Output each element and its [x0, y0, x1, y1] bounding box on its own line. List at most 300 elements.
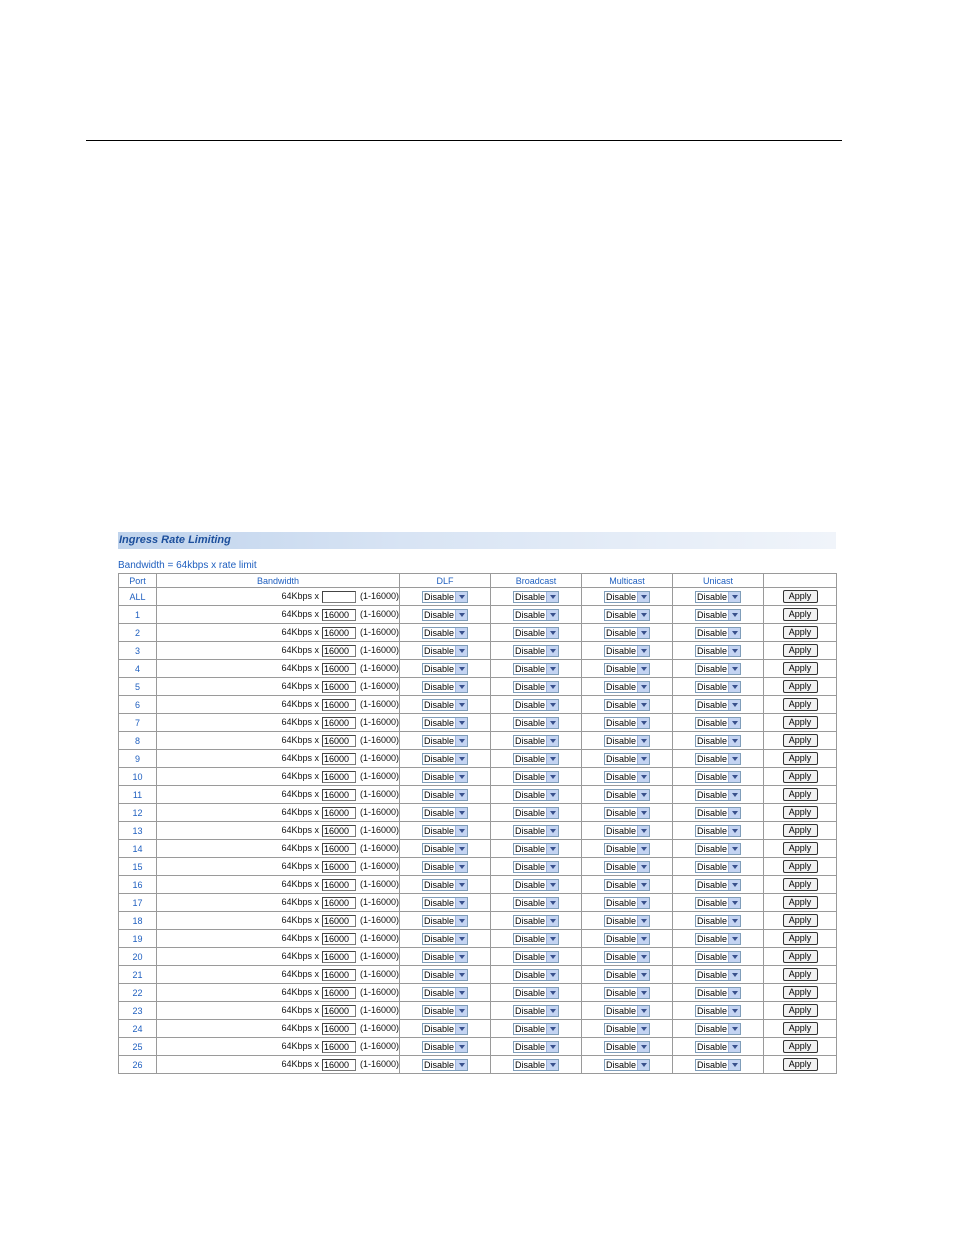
apply-button[interactable]: Apply	[783, 590, 818, 603]
chevron-down-icon[interactable]	[546, 934, 558, 944]
unicast-select[interactable]	[695, 627, 741, 639]
apply-button[interactable]: Apply	[783, 1040, 818, 1053]
apply-button[interactable]: Apply	[783, 1004, 818, 1017]
rate-limit-input[interactable]	[322, 969, 356, 981]
unicast-select[interactable]	[695, 933, 741, 945]
apply-button[interactable]: Apply	[783, 932, 818, 945]
apply-button[interactable]: Apply	[783, 644, 818, 657]
apply-button[interactable]: Apply	[783, 698, 818, 711]
broadcast-select[interactable]	[513, 663, 559, 675]
unicast-select[interactable]	[695, 699, 741, 711]
dlf-select[interactable]	[422, 825, 468, 837]
multicast-select[interactable]	[604, 1005, 650, 1017]
unicast-select-value: Disable	[697, 825, 728, 836]
chevron-down-icon[interactable]	[546, 844, 558, 854]
chevron-down-icon[interactable]	[728, 934, 740, 944]
chevron-down-icon[interactable]	[546, 718, 558, 728]
dlf-select-value: Disable	[424, 987, 455, 998]
dlf-select[interactable]	[422, 933, 468, 945]
apply-button[interactable]: Apply	[783, 842, 818, 855]
chevron-down-icon[interactable]	[728, 1042, 740, 1052]
dlf-select[interactable]	[422, 861, 468, 873]
dlf-select[interactable]	[422, 699, 468, 711]
chevron-down-icon[interactable]	[455, 718, 467, 728]
broadcast-select-value: Disable	[515, 861, 546, 872]
chevron-down-icon[interactable]	[728, 646, 740, 656]
rate-limit-input[interactable]	[322, 879, 356, 891]
broadcast-select[interactable]	[513, 771, 559, 783]
apply-button[interactable]: Apply	[783, 968, 818, 981]
chevron-down-icon[interactable]	[546, 1042, 558, 1052]
chevron-down-icon[interactable]	[637, 952, 649, 962]
chevron-down-icon[interactable]	[455, 664, 467, 674]
chevron-down-icon[interactable]	[728, 592, 740, 602]
chevron-down-icon[interactable]	[546, 916, 558, 926]
apply-button[interactable]: Apply	[783, 608, 818, 621]
chevron-down-icon[interactable]	[728, 736, 740, 746]
unicast-select[interactable]	[695, 897, 741, 909]
chevron-down-icon[interactable]	[546, 988, 558, 998]
chevron-down-icon[interactable]	[637, 1060, 649, 1070]
rate-limit-input[interactable]	[322, 609, 356, 621]
dlf-select[interactable]	[422, 681, 468, 693]
rate-limit-input[interactable]	[322, 789, 356, 801]
rate-limit-input[interactable]	[322, 591, 356, 603]
chevron-down-icon[interactable]	[728, 970, 740, 980]
broadcast-select[interactable]	[513, 645, 559, 657]
chevron-down-icon[interactable]	[546, 754, 558, 764]
dlf-cell	[400, 966, 491, 984]
chevron-down-icon[interactable]	[728, 610, 740, 620]
dlf-select[interactable]	[422, 1005, 468, 1017]
broadcast-select[interactable]	[513, 1059, 559, 1071]
unicast-select[interactable]	[695, 789, 741, 801]
broadcast-select[interactable]	[513, 987, 559, 999]
unicast-select-value: Disable	[697, 1023, 728, 1034]
dlf-select[interactable]	[422, 771, 468, 783]
multicast-cell	[582, 1002, 673, 1020]
broadcast-select[interactable]	[513, 915, 559, 927]
chevron-down-icon[interactable]	[455, 772, 467, 782]
rate-limit-input[interactable]	[322, 1041, 356, 1053]
chevron-down-icon[interactable]	[455, 1006, 467, 1016]
multicast-select[interactable]	[604, 987, 650, 999]
rate-limit-input[interactable]	[322, 1005, 356, 1017]
dlf-select[interactable]	[422, 843, 468, 855]
apply-button[interactable]: Apply	[783, 896, 818, 909]
chevron-down-icon[interactable]	[637, 808, 649, 818]
broadcast-select[interactable]	[513, 753, 559, 765]
multicast-select[interactable]	[604, 591, 650, 603]
dlf-select[interactable]	[422, 609, 468, 621]
chevron-down-icon[interactable]	[546, 862, 558, 872]
rate-limit-input[interactable]	[322, 753, 356, 765]
chevron-down-icon[interactable]	[546, 736, 558, 746]
chevron-down-icon[interactable]	[546, 664, 558, 674]
multicast-select[interactable]	[604, 663, 650, 675]
chevron-down-icon[interactable]	[546, 628, 558, 638]
unicast-select[interactable]	[695, 879, 741, 891]
dlf-select[interactable]	[422, 987, 468, 999]
unicast-select[interactable]	[695, 591, 741, 603]
multicast-select[interactable]	[604, 699, 650, 711]
chevron-down-icon[interactable]	[728, 844, 740, 854]
unicast-select[interactable]	[695, 645, 741, 657]
broadcast-cell	[491, 822, 582, 840]
chevron-down-icon[interactable]	[455, 808, 467, 818]
unicast-select[interactable]	[695, 807, 741, 819]
unicast-select[interactable]	[695, 825, 741, 837]
dlf-select[interactable]	[422, 591, 468, 603]
chevron-down-icon[interactable]	[728, 754, 740, 764]
chevron-down-icon[interactable]	[546, 1060, 558, 1070]
chevron-down-icon[interactable]	[637, 934, 649, 944]
multicast-select[interactable]	[604, 717, 650, 729]
chevron-down-icon[interactable]	[455, 754, 467, 764]
chevron-down-icon[interactable]	[455, 736, 467, 746]
apply-button[interactable]: Apply	[783, 824, 818, 837]
unicast-select[interactable]	[695, 1041, 741, 1053]
broadcast-select-value: Disable	[515, 879, 546, 890]
port-cell: 6	[119, 696, 157, 714]
multicast-cell	[582, 732, 673, 750]
chevron-down-icon[interactable]	[455, 988, 467, 998]
chevron-down-icon[interactable]	[455, 970, 467, 980]
rate-limit-input[interactable]	[322, 933, 356, 945]
rate-limit-input[interactable]	[322, 645, 356, 657]
bandwidth-column-header: Bandwidth	[157, 574, 400, 588]
multicast-select[interactable]	[604, 897, 650, 909]
chevron-down-icon[interactable]	[455, 646, 467, 656]
chevron-down-icon[interactable]	[728, 808, 740, 818]
dlf-select[interactable]	[422, 915, 468, 927]
unicast-select[interactable]	[695, 969, 741, 981]
unicast-select[interactable]	[695, 1005, 741, 1017]
multicast-select[interactable]	[604, 771, 650, 783]
chevron-down-icon[interactable]	[637, 592, 649, 602]
chevron-down-icon[interactable]	[455, 952, 467, 962]
chevron-down-icon[interactable]	[546, 610, 558, 620]
chevron-down-icon[interactable]	[546, 772, 558, 782]
bandwidth-range-label: (1-16000)	[359, 1022, 399, 1033]
chevron-down-icon[interactable]	[728, 790, 740, 800]
chevron-down-icon[interactable]	[728, 682, 740, 692]
multicast-select[interactable]	[604, 735, 650, 747]
apply-button[interactable]: Apply	[783, 914, 818, 927]
apply-button[interactable]: Apply	[783, 860, 818, 873]
chevron-down-icon[interactable]	[637, 880, 649, 890]
multicast-select[interactable]	[604, 1059, 650, 1071]
multicast-select[interactable]	[604, 951, 650, 963]
chevron-down-icon[interactable]	[728, 916, 740, 926]
rate-limit-input[interactable]	[322, 951, 356, 963]
chevron-down-icon[interactable]	[546, 1024, 558, 1034]
apply-button[interactable]: Apply	[783, 986, 818, 999]
bandwidth-range-label: (1-16000)	[359, 770, 399, 781]
rate-limit-input[interactable]	[322, 1023, 356, 1035]
dlf-select[interactable]	[422, 897, 468, 909]
chevron-down-icon[interactable]	[637, 700, 649, 710]
apply-button[interactable]: Apply	[783, 950, 818, 963]
chevron-down-icon[interactable]	[637, 1024, 649, 1034]
rate-limit-input[interactable]	[322, 825, 356, 837]
apply-button[interactable]: Apply	[783, 770, 818, 783]
chevron-down-icon[interactable]	[455, 826, 467, 836]
rate-limit-input[interactable]	[322, 771, 356, 783]
unicast-select[interactable]	[695, 735, 741, 747]
apply-button[interactable]: Apply	[783, 752, 818, 765]
chevron-down-icon[interactable]	[455, 844, 467, 854]
chevron-down-icon[interactable]	[728, 952, 740, 962]
rate-limit-input[interactable]	[322, 717, 356, 729]
chevron-down-icon[interactable]	[728, 664, 740, 674]
chevron-down-icon[interactable]	[455, 790, 467, 800]
broadcast-select[interactable]	[513, 879, 559, 891]
chevron-down-icon[interactable]	[637, 628, 649, 638]
dlf-select[interactable]	[422, 951, 468, 963]
chevron-down-icon[interactable]	[637, 736, 649, 746]
chevron-down-icon[interactable]	[455, 682, 467, 692]
rate-limit-input[interactable]	[322, 699, 356, 711]
chevron-down-icon[interactable]	[728, 718, 740, 728]
chevron-down-icon[interactable]	[637, 844, 649, 854]
broadcast-select[interactable]	[513, 627, 559, 639]
rate-limit-input[interactable]	[322, 987, 356, 999]
broadcast-select[interactable]	[513, 609, 559, 621]
port-cell: 23	[119, 1002, 157, 1020]
action-cell	[764, 840, 837, 858]
multicast-select[interactable]	[604, 915, 650, 927]
apply-button[interactable]: Apply	[783, 716, 818, 729]
chevron-down-icon[interactable]	[728, 700, 740, 710]
unicast-select[interactable]	[695, 771, 741, 783]
apply-button[interactable]: Apply	[783, 1058, 818, 1071]
dlf-select[interactable]	[422, 645, 468, 657]
unicast-select-value: Disable	[697, 789, 728, 800]
unicast-select-value: Disable	[697, 915, 728, 926]
broadcast-select[interactable]	[513, 951, 559, 963]
rate-limit-input[interactable]	[322, 897, 356, 909]
dlf-select[interactable]	[422, 1059, 468, 1071]
chevron-down-icon[interactable]	[728, 1024, 740, 1034]
chevron-down-icon[interactable]	[728, 1060, 740, 1070]
broadcast-select[interactable]	[513, 933, 559, 945]
rate-limit-input[interactable]	[322, 807, 356, 819]
multicast-select[interactable]	[604, 753, 650, 765]
broadcast-select-value: Disable	[515, 807, 546, 818]
broadcast-cell	[491, 606, 582, 624]
apply-button[interactable]: Apply	[783, 878, 818, 891]
apply-button[interactable]: Apply	[783, 788, 818, 801]
broadcast-select[interactable]	[513, 843, 559, 855]
multicast-select[interactable]	[604, 807, 650, 819]
dlf-select[interactable]	[422, 1023, 468, 1035]
apply-button[interactable]: Apply	[783, 806, 818, 819]
chevron-down-icon[interactable]	[637, 754, 649, 764]
chevron-down-icon[interactable]	[728, 880, 740, 890]
broadcast-select-value: Disable	[515, 609, 546, 620]
chevron-down-icon[interactable]	[728, 628, 740, 638]
apply-button[interactable]: Apply	[783, 680, 818, 693]
broadcast-select[interactable]	[513, 681, 559, 693]
chevron-down-icon[interactable]	[455, 916, 467, 926]
dlf-select[interactable]	[422, 663, 468, 675]
broadcast-select[interactable]	[513, 897, 559, 909]
unicast-select[interactable]	[695, 1059, 741, 1071]
multicast-select[interactable]	[604, 645, 650, 657]
unicast-select[interactable]	[695, 1023, 741, 1035]
broadcast-select[interactable]	[513, 591, 559, 603]
table-row	[119, 930, 837, 948]
chevron-down-icon[interactable]	[637, 790, 649, 800]
chevron-down-icon[interactable]	[637, 610, 649, 620]
chevron-down-icon[interactable]	[637, 664, 649, 674]
dlf-cell	[400, 750, 491, 768]
chevron-down-icon[interactable]	[728, 772, 740, 782]
chevron-down-icon[interactable]	[728, 1006, 740, 1016]
unicast-select[interactable]	[695, 915, 741, 927]
bandwidth-range-label: (1-16000)	[359, 824, 399, 835]
apply-button[interactable]: Apply	[783, 626, 818, 639]
chevron-down-icon[interactable]	[455, 610, 467, 620]
multicast-select[interactable]	[604, 1023, 650, 1035]
dlf-select[interactable]	[422, 789, 468, 801]
apply-button[interactable]: Apply	[783, 662, 818, 675]
chevron-down-icon[interactable]	[637, 988, 649, 998]
chevron-down-icon[interactable]	[546, 970, 558, 980]
chevron-down-icon[interactable]	[546, 898, 558, 908]
broadcast-select[interactable]	[513, 717, 559, 729]
chevron-down-icon[interactable]	[637, 718, 649, 728]
bandwidth-unit-label: 64Kbps x	[281, 1022, 319, 1033]
broadcast-select[interactable]	[513, 861, 559, 873]
multicast-select[interactable]	[604, 627, 650, 639]
chevron-down-icon[interactable]	[455, 898, 467, 908]
unicast-select[interactable]	[695, 717, 741, 729]
unicast-select[interactable]	[695, 861, 741, 873]
broadcast-select[interactable]	[513, 699, 559, 711]
dlf-select[interactable]	[422, 879, 468, 891]
unicast-select[interactable]	[695, 663, 741, 675]
apply-button[interactable]: Apply	[783, 1022, 818, 1035]
chevron-down-icon[interactable]	[455, 628, 467, 638]
broadcast-select[interactable]	[513, 735, 559, 747]
broadcast-select[interactable]	[513, 807, 559, 819]
rate-limit-input[interactable]	[322, 915, 356, 927]
dlf-select[interactable]	[422, 807, 468, 819]
action-cell	[764, 1002, 837, 1020]
broadcast-select[interactable]	[513, 1041, 559, 1053]
dlf-select[interactable]	[422, 717, 468, 729]
port-cell: 17	[119, 894, 157, 912]
chevron-down-icon[interactable]	[455, 1060, 467, 1070]
chevron-down-icon[interactable]	[546, 700, 558, 710]
chevron-down-icon[interactable]	[455, 862, 467, 872]
multicast-select[interactable]	[604, 1041, 650, 1053]
chevron-down-icon[interactable]	[546, 682, 558, 692]
rate-limit-input[interactable]	[322, 735, 356, 747]
multicast-select[interactable]	[604, 861, 650, 873]
chevron-down-icon[interactable]	[637, 772, 649, 782]
chevron-down-icon[interactable]	[637, 826, 649, 836]
dlf-select[interactable]	[422, 753, 468, 765]
rate-limit-input[interactable]	[322, 843, 356, 855]
multicast-select[interactable]	[604, 933, 650, 945]
multicast-select[interactable]	[604, 843, 650, 855]
dlf-select[interactable]	[422, 1041, 468, 1053]
broadcast-select[interactable]	[513, 789, 559, 801]
broadcast-select[interactable]	[513, 1005, 559, 1017]
chevron-down-icon[interactable]	[546, 790, 558, 800]
rate-limit-input[interactable]	[322, 861, 356, 873]
chevron-down-icon[interactable]	[637, 1042, 649, 1052]
unicast-select[interactable]	[695, 609, 741, 621]
chevron-down-icon[interactable]	[455, 934, 467, 944]
chevron-down-icon[interactable]	[455, 880, 467, 890]
chevron-down-icon[interactable]	[546, 952, 558, 962]
multicast-select[interactable]	[604, 789, 650, 801]
broadcast-select-value: Disable	[515, 645, 546, 656]
dlf-select[interactable]	[422, 969, 468, 981]
chevron-down-icon[interactable]	[546, 1006, 558, 1016]
chevron-down-icon[interactable]	[637, 1006, 649, 1016]
unicast-select[interactable]	[695, 753, 741, 765]
chevron-down-icon[interactable]	[728, 826, 740, 836]
chevron-down-icon[interactable]	[637, 862, 649, 872]
chevron-down-icon[interactable]	[728, 862, 740, 872]
unicast-select-value: Disable	[697, 627, 728, 638]
multicast-select[interactable]	[604, 609, 650, 621]
chevron-down-icon[interactable]	[637, 898, 649, 908]
dlf-select[interactable]	[422, 735, 468, 747]
multicast-select[interactable]	[604, 879, 650, 891]
chevron-down-icon[interactable]	[637, 970, 649, 980]
chevron-down-icon[interactable]	[455, 1024, 467, 1034]
chevron-down-icon[interactable]	[546, 880, 558, 890]
unicast-select[interactable]	[695, 843, 741, 855]
rate-limit-input[interactable]	[322, 1059, 356, 1071]
dlf-select[interactable]	[422, 627, 468, 639]
chevron-down-icon[interactable]	[455, 1042, 467, 1052]
multicast-select[interactable]	[604, 969, 650, 981]
chevron-down-icon[interactable]	[546, 826, 558, 836]
unicast-select[interactable]	[695, 681, 741, 693]
unicast-cell	[673, 858, 764, 876]
apply-button[interactable]: Apply	[783, 734, 818, 747]
chevron-down-icon[interactable]	[546, 646, 558, 656]
broadcast-select[interactable]	[513, 825, 559, 837]
chevron-down-icon[interactable]	[546, 808, 558, 818]
chevron-down-icon[interactable]	[546, 592, 558, 602]
chevron-down-icon[interactable]	[637, 646, 649, 656]
chevron-down-icon[interactable]	[637, 916, 649, 926]
rate-limit-input[interactable]	[322, 627, 356, 639]
multicast-select[interactable]	[604, 681, 650, 693]
broadcast-select[interactable]	[513, 1023, 559, 1035]
chevron-down-icon[interactable]	[455, 592, 467, 602]
broadcast-select[interactable]	[513, 969, 559, 981]
multicast-select[interactable]	[604, 825, 650, 837]
chevron-down-icon[interactable]	[455, 700, 467, 710]
broadcast-cell	[491, 588, 582, 606]
chevron-down-icon[interactable]	[637, 682, 649, 692]
rate-limit-input[interactable]	[322, 663, 356, 675]
chevron-down-icon[interactable]	[728, 898, 740, 908]
unicast-select[interactable]	[695, 951, 741, 963]
unicast-select[interactable]	[695, 987, 741, 999]
rate-limit-input[interactable]	[322, 681, 356, 693]
chevron-down-icon[interactable]	[728, 988, 740, 998]
